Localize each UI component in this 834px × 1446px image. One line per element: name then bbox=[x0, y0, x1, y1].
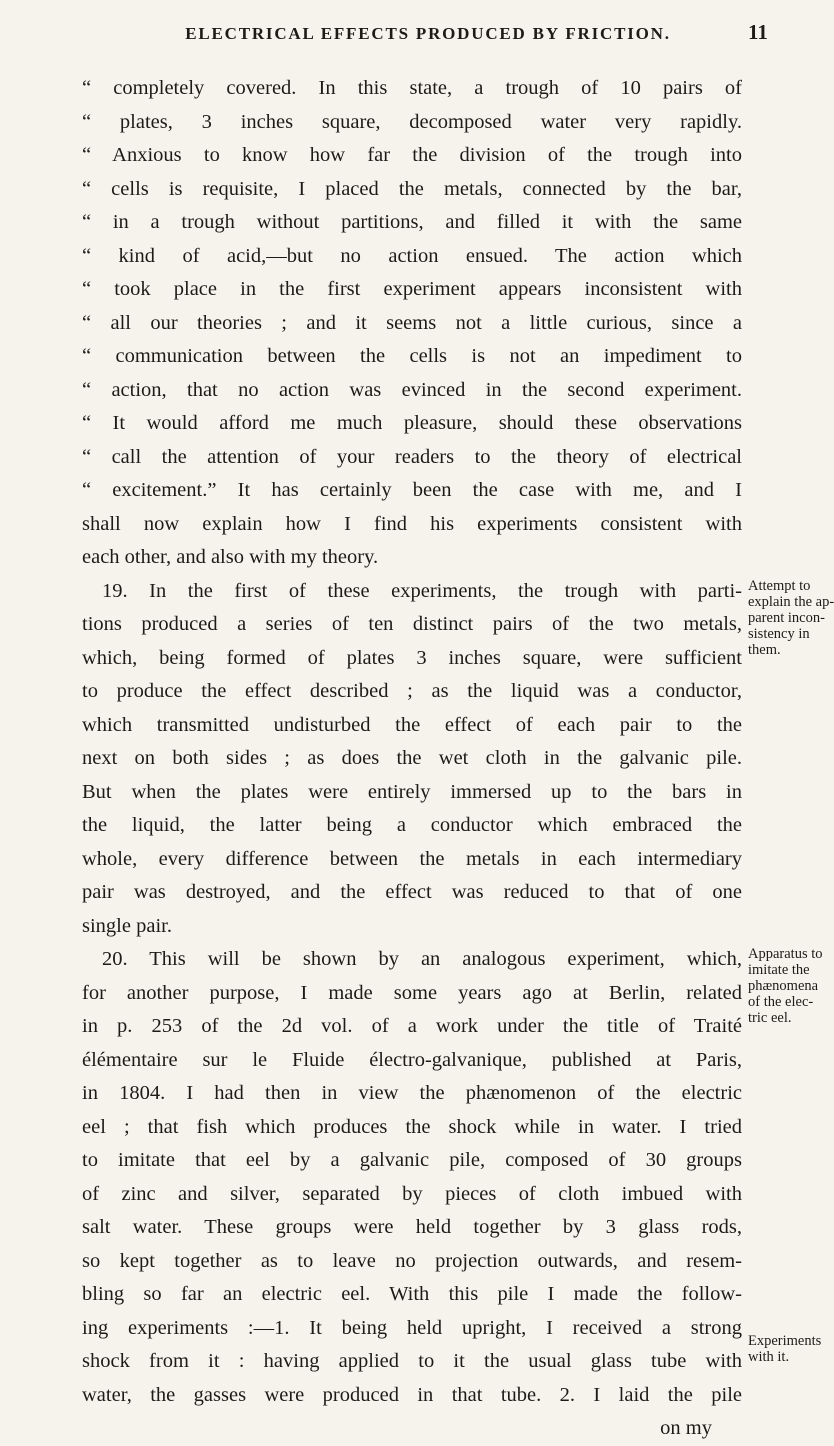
paragraph-19-start: 19. In the first of these experiments, the trough with parti- bbox=[102, 579, 742, 602]
text-line: to produce the effect described ; as the liquid was a conductor, bbox=[82, 680, 742, 702]
text-line: ing experiments :—1. It being held upright, I received a strong bbox=[82, 1316, 742, 1339]
text-line: shock from it : having applied to it the usual glass tube with bbox=[82, 1350, 742, 1372]
text-line: “ took place in the first experiment appears inconsistent with bbox=[82, 278, 742, 300]
text-line: “ action, that no action was evinced in the second experiment. bbox=[82, 378, 742, 401]
margin-note-consistency bbox=[748, 578, 834, 658]
margin-note-line: of the elec- bbox=[748, 994, 814, 1010]
margin-note-line: with it. bbox=[748, 1349, 790, 1365]
text-line: salt water. These groups were held together by 3 glass rods, bbox=[82, 1216, 742, 1238]
text-line: which, being formed of plates 3 inches square, were sufficient bbox=[82, 646, 742, 669]
text-line: “ It would afford me much pleasure, should these observations bbox=[82, 412, 742, 434]
text-line: to imitate that eel by a galvanic pile, composed of 30 groups bbox=[82, 1149, 742, 1171]
text-line: “ plates, 3 inches square, decomposed water very rapidly. bbox=[82, 110, 742, 133]
margin-note-line: sistency in bbox=[748, 626, 810, 642]
text-line: “ in a trough without partitions, and filled it with the same bbox=[82, 211, 742, 233]
text-line: which transmitted undisturbed the effect of each pair to the bbox=[82, 713, 742, 736]
text-line: so kept together as to leave no projection outwards, and resem- bbox=[82, 1249, 742, 1272]
running-title: ELECTRICAL EFFECTS PRODUCED BY FRICTION. bbox=[185, 24, 671, 43]
text-line: élémentaire sur le Fluide électro-galvanique, published at Paris, bbox=[82, 1048, 742, 1071]
text-line: in p. 253 of the 2d vol. of a work under the title of Traité bbox=[82, 1015, 742, 1037]
text-line: “ cells is requisite, I placed the metals, connected by the bar, bbox=[82, 177, 742, 200]
text-line: “ communication between the cells is not an impediment to bbox=[82, 345, 742, 367]
text-line: “ call the attention of your readers to the theory of electrical bbox=[82, 445, 742, 468]
text-line: water, the gasses were produced in that tube. 2. I laid the pile bbox=[82, 1383, 742, 1406]
margin-note-line: Attempt to bbox=[748, 578, 811, 594]
text-line: “ kind of acid,—but no action ensued. The action which bbox=[82, 244, 742, 267]
text-line: for another purpose, I made some years ago at Berlin, related bbox=[82, 981, 742, 1004]
text-line: eel ; that fish which produces the shock while in water. I tried bbox=[82, 1115, 742, 1138]
page-number: 11 bbox=[748, 20, 768, 44]
margin-note-line: tric eel. bbox=[748, 1010, 792, 1026]
text-line: next on both sides ; as does the wet cloth in the galvanic pile. bbox=[82, 747, 742, 769]
text-line: the liquid, the latter being a conductor which embraced the bbox=[82, 814, 742, 836]
margin-note-line: parent incon- bbox=[748, 610, 825, 626]
margin-note-line: imitate the bbox=[748, 962, 810, 978]
text-line: each other, and also with my theory. bbox=[82, 546, 379, 568]
margin-note-apparatus bbox=[748, 946, 823, 1026]
text-line: “ excitement.” It has certainly been the case with me, and I bbox=[82, 479, 742, 501]
text-line: whole, every difference between the metals in each intermediary bbox=[82, 847, 742, 870]
text-line: “ completely covered. In this state, a trough of 10 pairs of bbox=[82, 77, 742, 99]
margin-note-line: Experiments bbox=[748, 1333, 822, 1349]
text-line: bling so far an electric eel. With this pile I made the follow- bbox=[82, 1283, 742, 1305]
margin-note-line: them. bbox=[748, 642, 781, 658]
body-text bbox=[82, 72, 742, 1446]
text-line: in 1804. I had then in view the phænomenon of the electric bbox=[82, 1082, 742, 1104]
text-line: But when the plates were entirely immersed up to the bars in bbox=[82, 780, 742, 803]
catchword: on my bbox=[660, 1417, 712, 1439]
margin-note-line: Apparatus to bbox=[748, 946, 823, 962]
margin-note-line: explain the ap- bbox=[748, 594, 834, 610]
text-line: single pair. bbox=[82, 914, 172, 937]
text-line: pair was destroyed, and the effect was reduced to that of one bbox=[82, 881, 742, 903]
text-line: shall now explain how I find his experiments consistent with bbox=[82, 512, 742, 535]
margin-note-experiments bbox=[748, 1333, 822, 1365]
text-line: of zinc and silver, separated by pieces of cloth imbued with bbox=[82, 1182, 742, 1205]
text-line: “ all our theories ; and it seems not a little curious, since a bbox=[82, 311, 742, 334]
paragraph-20-start: 20. This will be shown by an analogous experiment, which, bbox=[102, 948, 742, 970]
text-line: “ Anxious to know how far the division of the trough into bbox=[82, 144, 742, 166]
margin-note-line: phænomena bbox=[748, 978, 819, 994]
text-line: tions produced a series of ten distinct pairs of the two metals, bbox=[82, 613, 742, 635]
